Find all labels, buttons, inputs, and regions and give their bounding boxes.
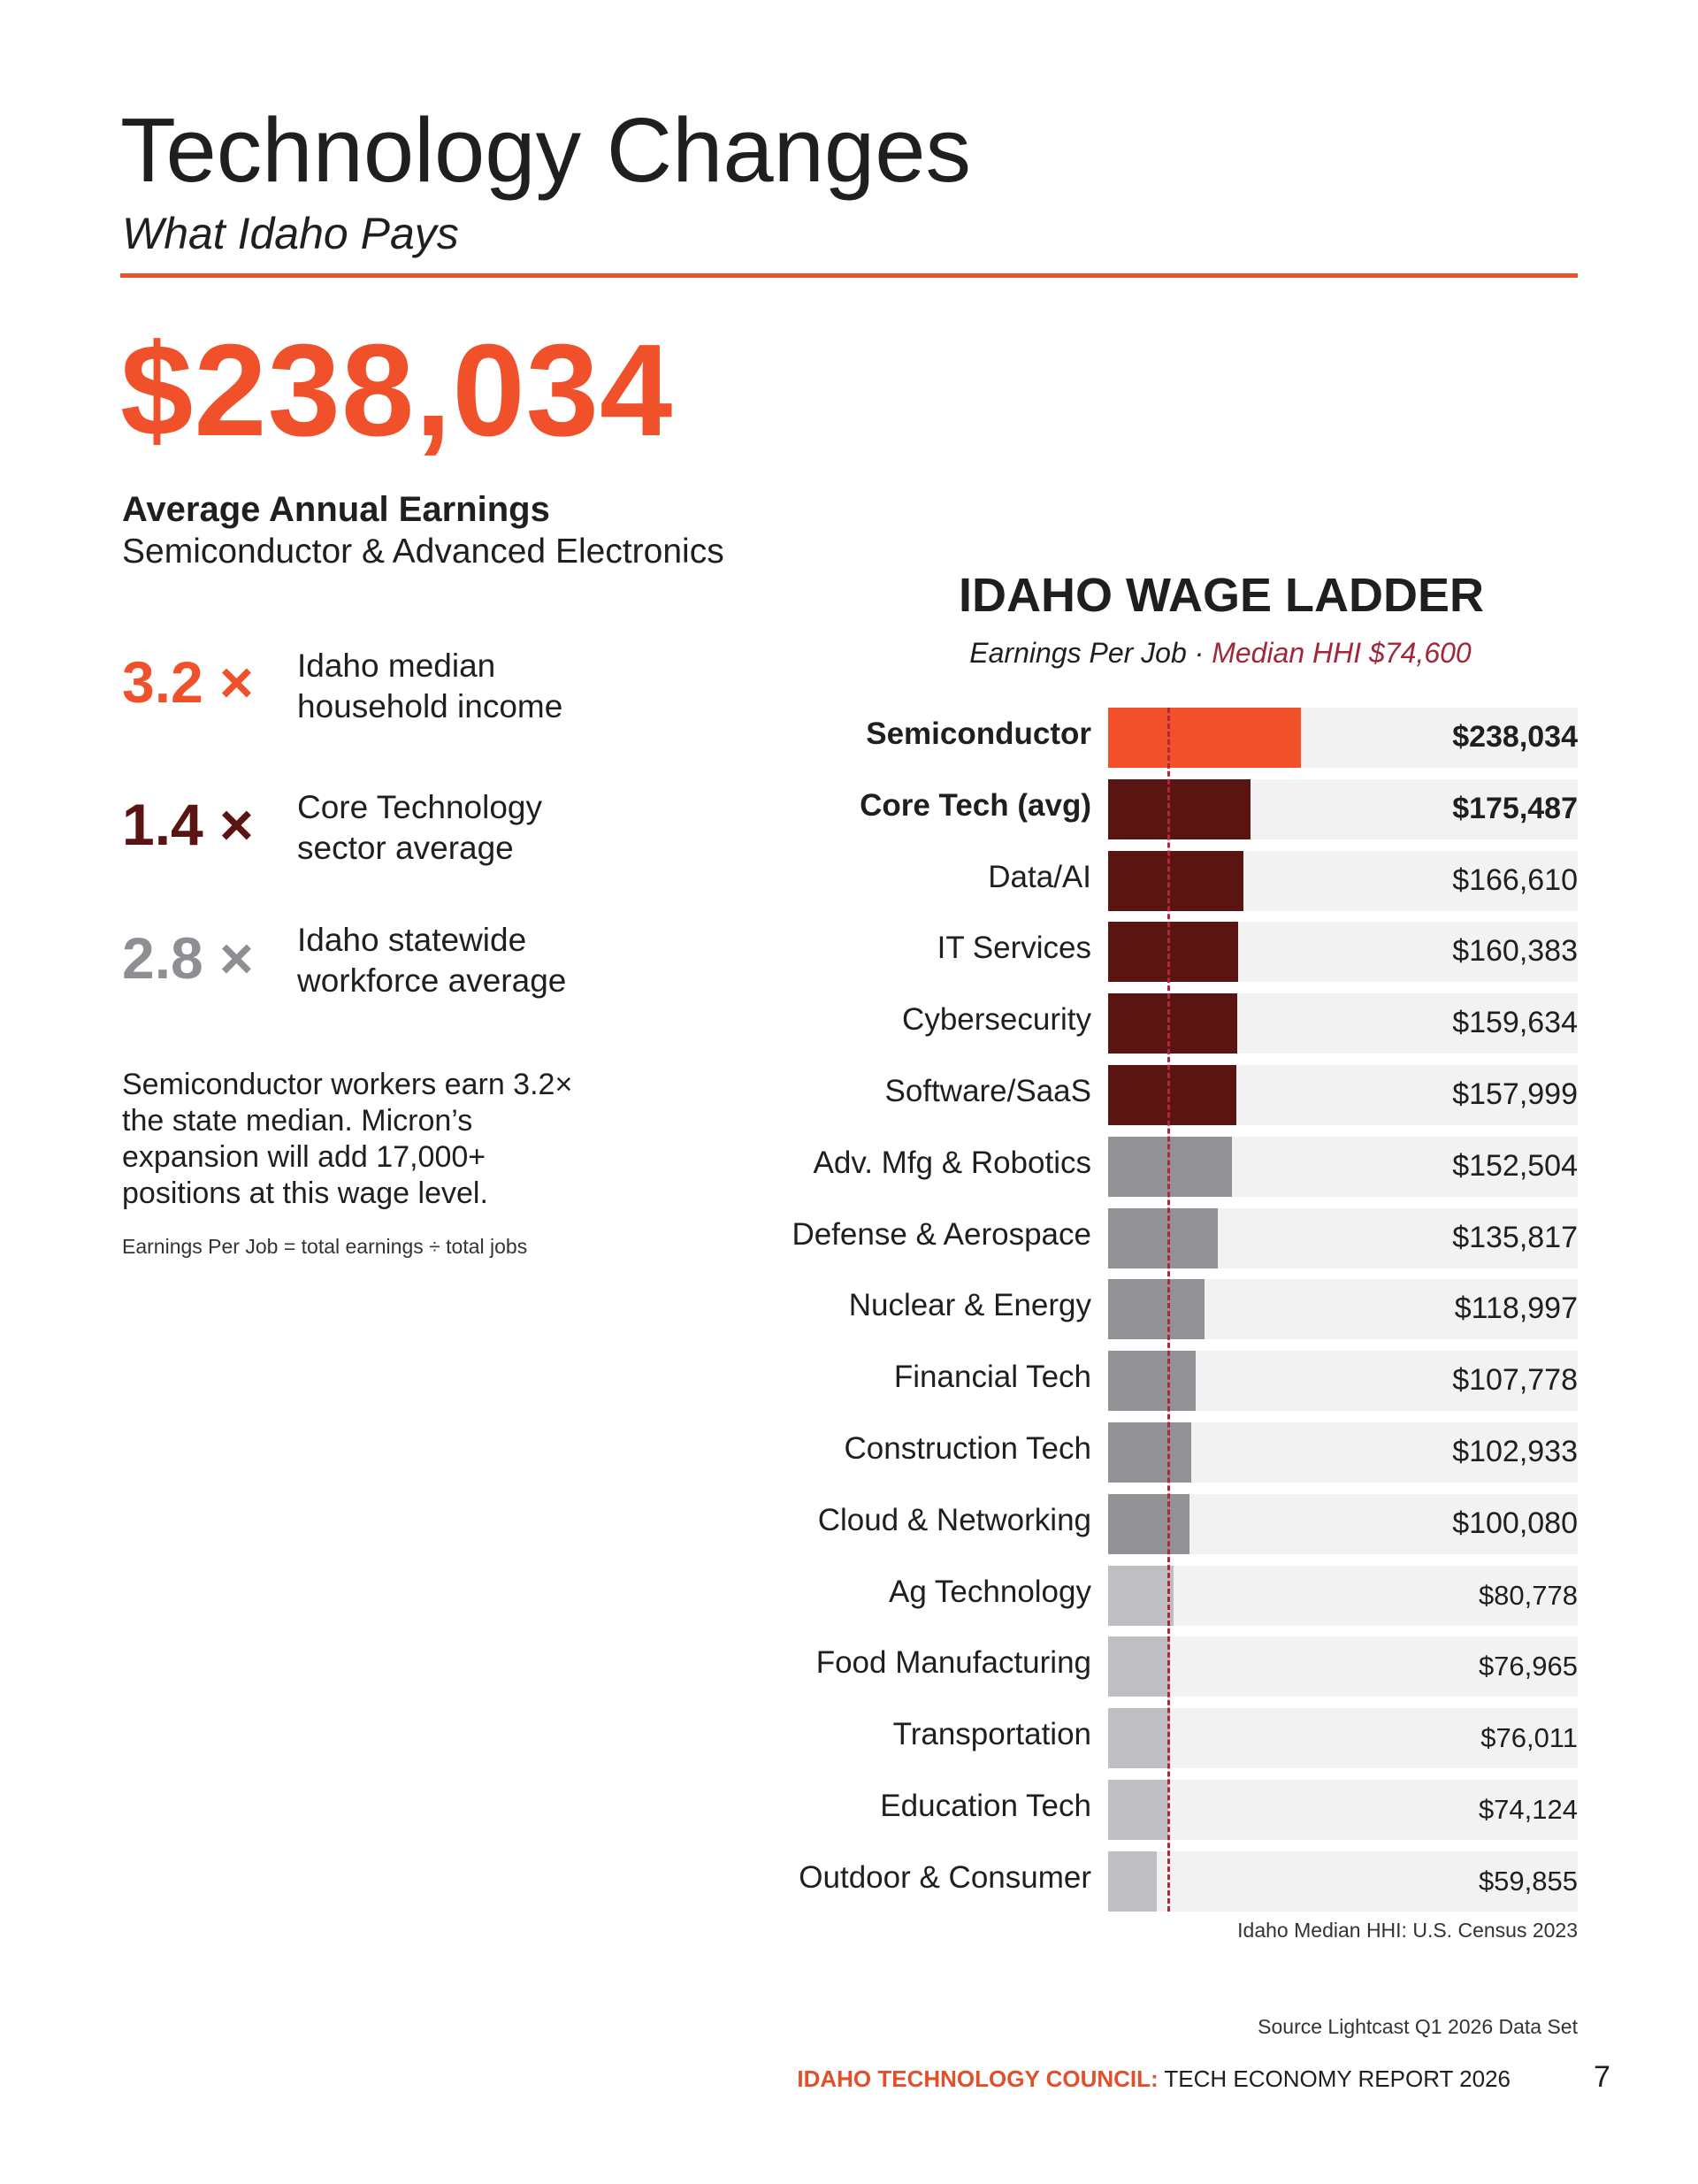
bar-value-label: $166,610: [1452, 862, 1578, 897]
page-title: Technology Changes: [120, 99, 972, 201]
bar-category-label: Core Tech (avg): [860, 787, 1091, 823]
bar-value-label: $102,933: [1452, 1435, 1578, 1468]
multiplier-core-text: Core Technology sector average: [297, 789, 542, 866]
bar-value-label: $59,855: [1478, 1865, 1578, 1897]
bar-value-label: $80,778: [1478, 1579, 1578, 1611]
page-subtitle: What Idaho Pays: [122, 209, 459, 258]
multiplier-median-value: 3.2 ×: [122, 649, 254, 715]
bar-value-label: $118,997: [1454, 1291, 1578, 1326]
bar: [1108, 922, 1238, 982]
bar-category-label: Construction Tech: [844, 1431, 1091, 1466]
bar: [1108, 1422, 1191, 1483]
bar: [1108, 1780, 1168, 1840]
bar-value-label: $100,080: [1452, 1506, 1578, 1540]
multiplier-core-value: 1.4 ×: [122, 792, 254, 857]
footer: [796, 2065, 1511, 2093]
bar: [1108, 1351, 1196, 1411]
bar-value-label: $76,965: [1478, 1651, 1578, 1682]
bar-category-label: Software/SaaS: [884, 1074, 1091, 1108]
bar-value-label: $152,504: [1452, 1148, 1578, 1183]
bar-category-label: Food Manufacturing: [815, 1645, 1091, 1681]
bar-value-label: $74,124: [1478, 1794, 1578, 1825]
page-number: 7: [1594, 2060, 1610, 2094]
bar-category-label: Ag Technology: [889, 1574, 1091, 1609]
bar-value-label: $135,817: [1452, 1220, 1578, 1254]
bar-value-label: $76,011: [1480, 1722, 1578, 1754]
chart-title: IDAHO WAGE LADDER: [959, 569, 1484, 622]
title-divider: [120, 273, 1578, 278]
bar: [1108, 851, 1243, 911]
bar-value-label: $238,034: [1452, 720, 1578, 754]
bar-category-label: Semiconductor: [866, 717, 1091, 751]
footer-org: IDAHO TECHNOLOGY COUNCIL:: [797, 2065, 1159, 2092]
earnings-footnote: Earnings Per Job = total earnings ÷ total jobs: [122, 1235, 528, 1258]
bar: [1108, 1636, 1170, 1697]
chart-subtitle-text: Earnings Per Job: [969, 637, 1187, 669]
bar-category-label: Cybersecurity: [902, 1002, 1091, 1038]
bar-category-label: Financial Tech: [893, 1360, 1091, 1395]
bar: [1108, 1851, 1157, 1912]
multiplier-median-text: Idaho median household income: [297, 648, 563, 724]
bar-category-label: Transportation: [892, 1717, 1091, 1752]
multiplier-workforce-value: 2.8 ×: [122, 925, 254, 991]
bar: [1108, 1279, 1205, 1339]
footer-report: TECH ECONOMY REPORT 2026: [1158, 2065, 1511, 2092]
hero-earnings-value: $238,034: [120, 318, 674, 464]
bar-value-label: $160,383: [1452, 934, 1578, 969]
bar: [1108, 1494, 1189, 1554]
chart-source-note: Idaho Median HHI: U.S. Census 2023: [1237, 1919, 1578, 1942]
bar-category-label: Adv. Mfg & Robotics: [813, 1145, 1091, 1180]
bar: [1108, 708, 1301, 768]
bar: [1108, 1208, 1218, 1268]
bar: [1108, 1065, 1236, 1125]
bar-category-label: Education Tech: [880, 1789, 1091, 1823]
body-note: Semiconductor workers earn 3.2× the state median. Micron’s expansion will add 17,000+ positions at this wage level.: [122, 1068, 573, 1210]
bar-value-label: $159,634: [1452, 1006, 1578, 1040]
bar-category-label: Cloud & Networking: [817, 1502, 1091, 1537]
median-reference-line: [1167, 708, 1170, 1912]
bar-value-label: $107,778: [1452, 1363, 1578, 1398]
median-reference-label: Median HHI $74,600: [1212, 637, 1472, 669]
bar: [1108, 993, 1237, 1054]
multiplier-workforce-text: Idaho statewide workforce average: [297, 922, 567, 999]
bar-category-label: Defense & Aerospace: [792, 1216, 1091, 1252]
bar-category-label: Data/AI: [988, 859, 1091, 894]
chart-subtitle: [884, 637, 1556, 670]
bar-category-label: Nuclear & Energy: [848, 1288, 1091, 1323]
bar-category-label: Outdoor & Consumer: [799, 1859, 1091, 1895]
hero-earnings-sublabel: Semiconductor & Advanced Electronics: [122, 533, 724, 571]
chart-subtitle-separator: ·: [1194, 637, 1205, 669]
hero-earnings-label: Average Annual Earnings: [122, 490, 550, 529]
bar: [1108, 1566, 1174, 1626]
bar: [1108, 1708, 1170, 1768]
data-source-note: Source Lightcast Q1 2026 Data Set: [1258, 2015, 1578, 2038]
bar-category-label: IT Services: [937, 931, 1091, 966]
bar-value-label: $157,999: [1452, 1077, 1578, 1111]
bar: [1108, 779, 1251, 839]
bar-value-label: $175,487: [1452, 791, 1578, 825]
